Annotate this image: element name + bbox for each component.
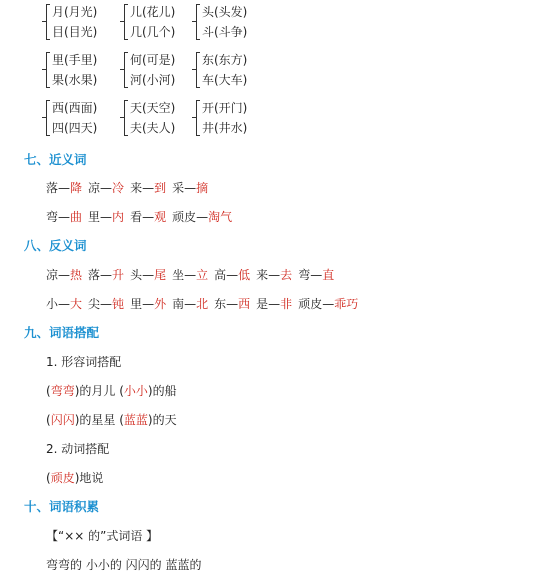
collocation-line: (弯弯)的月儿 (小小)的船: [46, 384, 177, 398]
word-pair: [130, 181, 166, 195]
pair-word: 采: [172, 181, 185, 195]
word-pair: [256, 268, 292, 282]
answer-text: 小小: [123, 384, 148, 398]
group-word: 夫(夫人): [130, 121, 176, 135]
answer-text: 低: [238, 268, 251, 282]
group-word: 天(天空): [130, 101, 176, 115]
collocation-line: (闪闪)的星星 (蓝蓝)的天: [46, 413, 177, 427]
answer-text: 尾: [154, 268, 167, 282]
group-word: 几(几个): [130, 25, 176, 39]
pair-dash: —: [100, 297, 113, 311]
word-group: [46, 2, 136, 42]
group-word: 东(东方): [202, 53, 248, 67]
word-pair: [214, 297, 250, 311]
answer-text: 蓝蓝: [123, 413, 148, 427]
pair-dash: —: [58, 210, 71, 224]
pair-word: 来: [130, 181, 143, 195]
pair-dash: —: [226, 297, 239, 311]
word-pair: [46, 210, 82, 224]
pair-dash: —: [196, 210, 209, 224]
word-group: [196, 2, 286, 42]
group-word: 西(西面): [52, 101, 98, 115]
pair-dash: —: [100, 210, 113, 224]
answer-text: 去: [280, 268, 293, 282]
word-pair: [88, 268, 124, 282]
word-group: [196, 50, 286, 90]
answer-text: 观: [154, 210, 167, 224]
pair-dash: —: [100, 181, 113, 195]
word-pair: [130, 210, 166, 224]
answer-text: 弯弯: [50, 384, 75, 398]
answer-text: 降: [70, 181, 83, 195]
answer-text: 钝: [112, 297, 125, 311]
pair-dash: —: [268, 297, 281, 311]
pair-word: 顽皮: [172, 210, 197, 224]
pair-dash: —: [58, 268, 71, 282]
pair-dash: —: [184, 297, 197, 311]
answer-text: 乖巧: [334, 297, 359, 311]
accumulation-words: 弯弯的 小小的 闪闪的 蓝蓝的: [46, 558, 202, 572]
pair-dash: —: [184, 268, 197, 282]
word-group: [46, 98, 136, 138]
sub-heading-adjective: 1. 形容词搭配: [46, 355, 122, 369]
pair-word: 坐: [172, 268, 185, 282]
pair-word: 南: [172, 297, 185, 311]
pair-word: 尖: [88, 297, 101, 311]
answer-text: 热: [70, 268, 83, 282]
group-word: 目(目光): [52, 25, 98, 39]
answer-text: 摘: [196, 181, 209, 195]
section-heading-collocation: 九、词语搭配: [24, 325, 100, 340]
pair-dash: —: [142, 210, 155, 224]
group-word: 车(大车): [202, 73, 248, 87]
answer-text: 升: [112, 268, 125, 282]
brace-icon: [46, 100, 50, 136]
pair-dash: —: [142, 297, 155, 311]
word-pair: [88, 297, 124, 311]
pair-word: 里: [88, 210, 101, 224]
group-word: 儿(花儿): [130, 5, 176, 19]
group-word: 河(小河): [130, 73, 176, 87]
word-pair: [46, 268, 82, 282]
pair-dash: —: [322, 297, 335, 311]
group-word: 月(月光): [52, 5, 98, 19]
answer-text: 北: [196, 297, 209, 311]
pair-word: 落: [46, 181, 59, 195]
pair-word: 凉: [88, 181, 101, 195]
pair-word: 小: [46, 297, 59, 311]
antonym-row: [46, 265, 340, 285]
answer-text: 内: [112, 210, 125, 224]
pair-dash: —: [58, 297, 71, 311]
answer-text: 大: [70, 297, 83, 311]
brace-icon: [196, 100, 200, 136]
synonym-row: [46, 178, 214, 198]
pair-dash: —: [58, 181, 71, 195]
pair-dash: —: [184, 181, 197, 195]
pair-word: 高: [214, 268, 227, 282]
word-pair: [46, 297, 82, 311]
section-heading-accumulation: 十、词语积累: [24, 499, 100, 514]
brace-icon: [124, 100, 128, 136]
group-word: 斗(斗争): [202, 25, 248, 39]
pair-word: 弯: [298, 268, 311, 282]
brace-icon: [196, 52, 200, 88]
answer-text: 冷: [112, 181, 125, 195]
sub-heading-pattern: 【“×× 的”式词语 】: [46, 529, 159, 543]
brace-icon: [46, 4, 50, 40]
brace-icon: [124, 52, 128, 88]
synonym-row: [46, 207, 238, 227]
section-heading-antonyms: 八、反义词: [24, 238, 87, 253]
word-pair: [46, 181, 82, 195]
pair-dash: —: [100, 268, 113, 282]
pair-word: 凉: [46, 268, 59, 282]
word-group: [46, 50, 136, 90]
pair-word: 顽皮: [298, 297, 323, 311]
group-word: 何(可是): [130, 53, 176, 67]
pair-dash: —: [226, 268, 239, 282]
antonym-row: [46, 294, 364, 314]
word-pair: [172, 268, 208, 282]
answer-text: 闪闪: [50, 413, 75, 427]
pair-word: 来: [256, 268, 269, 282]
pair-word: 里: [130, 297, 143, 311]
group-word: 井(井水): [202, 121, 248, 135]
word-pair: [172, 297, 208, 311]
answer-text: 西: [238, 297, 251, 311]
collocation-line: (顽皮)地说: [46, 471, 104, 485]
word-pair: [88, 210, 124, 224]
word-pair: [172, 181, 208, 195]
answer-text: 顽皮: [50, 471, 75, 485]
word-pair: [88, 181, 124, 195]
pair-word: 落: [88, 268, 101, 282]
group-word: 里(手里): [52, 53, 98, 67]
word-pair: [256, 297, 292, 311]
answer-text: 淘气: [208, 210, 233, 224]
answer-text: 直: [322, 268, 335, 282]
pair-dash: —: [142, 268, 155, 282]
word-pair: [172, 210, 232, 224]
pair-word: 东: [214, 297, 227, 311]
answer-text: 立: [196, 268, 209, 282]
section-heading-synonyms: 七、近义词: [24, 152, 87, 167]
word-pair: [130, 268, 166, 282]
word-group: [196, 98, 286, 138]
answer-text: 曲: [70, 210, 83, 224]
pair-word: 是: [256, 297, 269, 311]
answer-text: 到: [154, 181, 167, 195]
group-word: 头(头发): [202, 5, 248, 19]
group-word: 四(四天): [52, 121, 98, 135]
group-word: 果(水果): [52, 73, 98, 87]
pair-dash: —: [142, 181, 155, 195]
answer-text: 外: [154, 297, 167, 311]
word-pair: [298, 297, 358, 311]
group-word: 开(开门): [202, 101, 248, 115]
brace-icon: [196, 4, 200, 40]
pair-word: 看: [130, 210, 143, 224]
word-pair: [214, 268, 250, 282]
word-pair: [130, 297, 166, 311]
answer-text: 非: [280, 297, 293, 311]
pair-dash: —: [268, 268, 281, 282]
sub-heading-verb: 2. 动词搭配: [46, 442, 110, 456]
brace-icon: [124, 4, 128, 40]
word-pair: [298, 268, 334, 282]
brace-icon: [46, 52, 50, 88]
pair-dash: —: [310, 268, 323, 282]
pair-word: 弯: [46, 210, 59, 224]
pair-word: 头: [130, 268, 143, 282]
